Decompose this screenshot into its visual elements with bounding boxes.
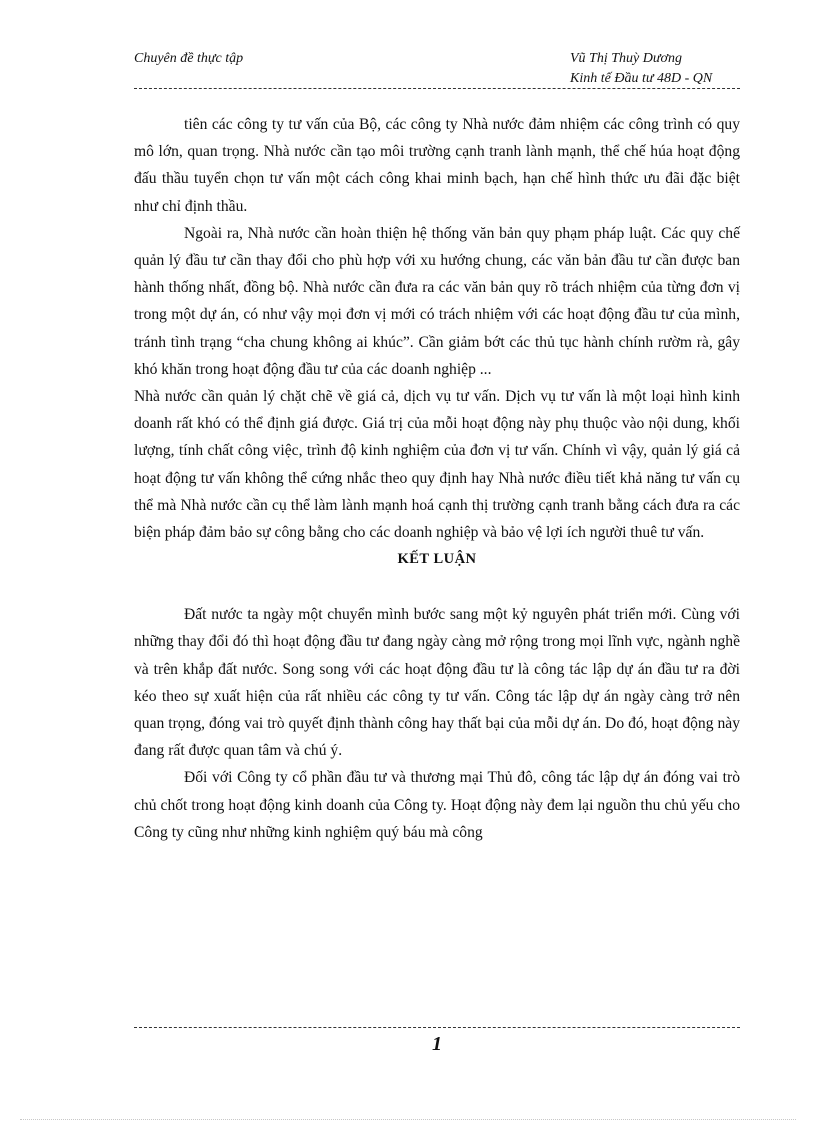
page-number: 1 [432,1033,442,1055]
page-header [134,50,740,90]
body-paragraph-1: tiên các công ty tư vấn của Bộ, các công ty Nhà nước đảm nhiệm các công trình có quy mô lớn, quan trọng. Nhà nước cần tạo môi trường cạnh tranh lành mạnh, thể chế húa hoạt động đấu thầu tuyển chọn tư vấn một cách công khai minh bạch, hạn chế hình thức ưu đãi đặc biệt như chỉ định thầu. [134,116,740,215]
header-divider [134,88,740,89]
body-paragraph-5: Đối với Công ty cổ phần đầu tư và thương mại Thủ đô, công tác lập dự án đóng vai trò chủ chốt trong hoạt động kinh doanh của Công ty. Hoạt động này đem lại nguồn thu chủ yếu cho Công ty cũng như những kinh nghiệm quý báu mà công [134,769,740,841]
header-document-type: Chuyên đề thực tập [134,51,244,66]
page-bottom-edge [20,1119,796,1120]
footer-divider [134,1027,740,1028]
body-paragraph-2: Ngoài ra, Nhà nước cần hoàn thiện hệ thống văn bản quy phạm pháp luật. Các quy chế quản lý đầu tư cần thay đổi cho phù hợp với xu hướng chung, các văn bản đầu tư cần được ban hành thống nhất, đồng bộ. Nhà nước cần đưa ra các văn bản quy rõ trách nhiệm của từng đơn vị trong một dự án, có như vậy mọi đơn vị mới có trách nhiệm với các hoạt động đầu tư của mình, tránh tình trạng “cha chung không ai khúc”. Cần giảm bớt các thủ tục hành chính rườm rà, gây khó khăn trong hoạt động đầu tư của các doanh nghiệp ... [134,224,740,378]
section-heading-conclusion: KẾT LUẬN [397,551,477,568]
body-paragraph-3: Nhà nước cần quản lý chặt chẽ về giá cả, dịch vụ tư vấn. Dịch vụ tư vấn là một loại hình kinh doanh rất khó có thể định giá được. Giá trị của mỗi hoạt động này phụ thuộc vào nội dung, khối lượng, tính chất công việc, trình độ kinh nghiệm của đơn vị tư vấn. Chính vì vậy, quản lý giá cả hoạt động tư vấn không thể cứng nhắc theo quy định hay Nhà nước điều tiết khả năng tư vấn cụ thể mà Nhà nước cần cụ thể làm lành mạnh hoá cạnh thị trường cạnh tranh bằng cách đưa ra các biện pháp đảm bảo sự công bằng cho các doanh nghiệp và bảo vệ lợi ích người thuê tư vấn. [134,388,740,542]
body-paragraph-4: Đất nước ta ngày một chuyển mình bước sang một kỷ nguyên phát triển mới. Cùng với những thay đổi đó thì hoạt động đầu tư đang ngày càng mở rộng trong mọi lĩnh vực, ngành nghề và trên khắp đất nước. Song song với các hoạt động đầu tư là công tác lập dự án đầu tư ra đời kéo theo sự xuất hiện của rất nhiều các công ty tư vấn. Công tác lập dự án ngày càng trở nên quan trọng, đóng vai trò quyết định thành công hay thất bại của mỗi dự án. Do đó, hoạt động này đang rất được quan tâm và chú ý. [134,606,740,760]
header-author: Vũ Thị Thuỳ Dương [570,51,682,66]
page-body [134,111,740,846]
header-class: Kinh tế Đầu tư 48D - QN [570,71,713,86]
